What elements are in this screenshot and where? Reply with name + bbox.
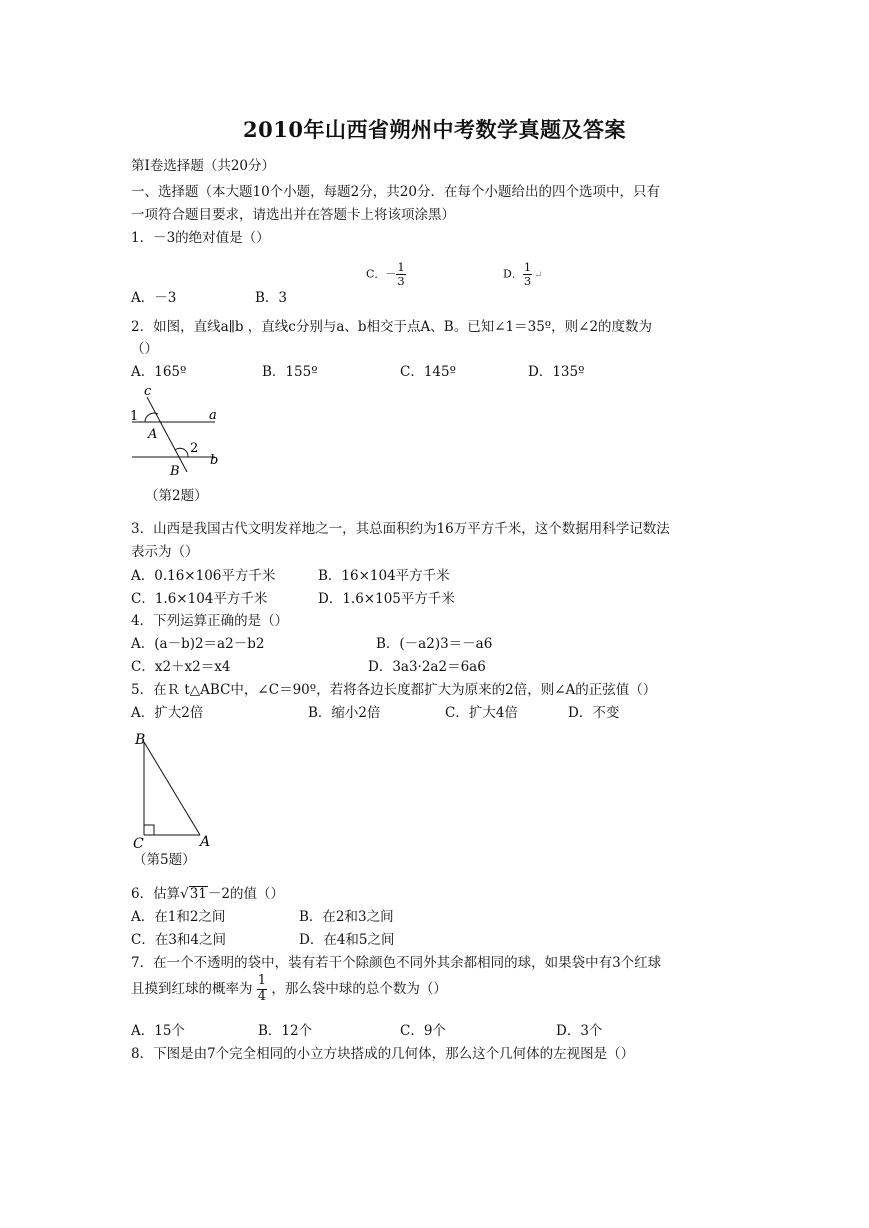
q1-d-numerator: 1 (523, 260, 532, 274)
q2-caption: （第2题） (145, 488, 208, 504)
label-C: C (133, 836, 144, 852)
q5-option-b: B．缩小2倍 (308, 705, 381, 721)
q3-option-a: A．0.16×106平方千米 (131, 568, 276, 584)
q5-option-d: D．不变 (568, 705, 620, 721)
q2-option-a: A．165º (131, 364, 187, 380)
label-1: 1 (130, 409, 139, 424)
q1-c-denominator: 3 (397, 274, 405, 289)
q1-option-d (503, 261, 543, 288)
q6-option-c: C．在3和4之间 (131, 932, 227, 948)
q2-option-b: B．155º (262, 364, 318, 380)
instructions-line-1: 一、选择题（本大题10个小题，每题2分，共20分．在每个小题给出的四个选项中，只有 (131, 184, 660, 200)
q7-stem-line-1: 7．在一个不透明的袋中，装有若干个除颜色不同外其余都相同的球，如果袋中有3个红球 (131, 955, 662, 971)
q6-option-d: D．在4和5之间 (299, 932, 395, 948)
label-a: a (209, 408, 217, 423)
q5-caption: （第5题） (133, 852, 196, 868)
q1-option-d-fraction (523, 261, 532, 288)
q1-option-c-fraction (396, 261, 405, 288)
q7-fraction (257, 974, 267, 1005)
q1-option-c (366, 261, 406, 288)
q4-option-c: C．x2＋x2＝x4 (131, 659, 231, 675)
paragraph-mark-icon: ↵ (534, 269, 543, 281)
q5-figure (126, 728, 226, 852)
page-title: 2010年山西省朔州中考数学真题及答案 (243, 117, 626, 142)
label-c: c (144, 384, 152, 399)
q1-d-denominator: 3 (523, 274, 532, 289)
q3-stem-line-1: 3．山西是我国古代文明发祥地之一，其总面积约为16万平方千米，这个数据用科学记数法 (131, 521, 670, 537)
q7-stem-line-2 (131, 974, 447, 1005)
label-2: 2 (190, 441, 199, 456)
q1-option-c-prefix: C．－ (366, 267, 397, 281)
q6-option-a: A．在1和2之间 (131, 909, 226, 925)
right-angle-mark (144, 825, 154, 835)
q4-option-a: A．(a－b)2＝a2－b2 (131, 636, 265, 652)
q3-option-c: C．1.6×104平方千米 (131, 591, 268, 607)
q3-option-b: B．16×104平方千米 (318, 568, 450, 584)
section-heading: 第Ⅰ卷选择题（共20分） (131, 158, 276, 174)
q7-numerator: 1 (257, 973, 267, 988)
q7-denominator: 4 (257, 988, 267, 1004)
label-A: A (200, 834, 211, 850)
q5-option-c: C．扩大4倍 (445, 705, 518, 721)
q3-stem-line-2: 表示为（） (131, 544, 199, 560)
q7-option-b: B．12个 (258, 1023, 313, 1039)
q4-option-d: D．3a3·2a2＝6a6 (368, 659, 486, 675)
q2-stem-line-1: 2．如图，直线a∥b ，直线c分别与a、b相交于点A、B。已知∠1＝35º，则∠2的度数为 (131, 319, 653, 335)
label-A: A (148, 427, 158, 442)
q7-stem-prefix: 且摸到红球的概率为 (131, 980, 253, 997)
q2-stem-line-2: （） (131, 341, 158, 357)
q3-option-d: D．1.6×105平方千米 (318, 591, 455, 607)
q7-option-d: D．3个 (556, 1023, 603, 1039)
q6-stem (131, 882, 284, 902)
label-B: B (170, 464, 180, 479)
instructions-line-2: 一项符合题目要求，请选出并在答题卡上将该项涂黑） (131, 207, 455, 223)
q6-radicand: 31 (189, 886, 207, 902)
q2-option-c: C．145º (400, 364, 456, 380)
q6-option-b: B．在2和3之间 (299, 909, 394, 925)
q1-stem: 1．－3的绝对值是（） (131, 230, 270, 246)
q4-stem: 4．下列运算正确的是（） (131, 613, 289, 629)
q1-option-a: A．－3 (131, 290, 177, 306)
q7-option-a: A．15个 (131, 1023, 185, 1039)
q1-c-numerator: 1 (397, 260, 405, 274)
q8-stem: 8．下图是由7个完全相同的小立方块搭成的几何体，那么这个几何体的左视图是（） (131, 1046, 635, 1062)
q7-option-c: C．9个 (400, 1023, 446, 1039)
q5-option-a: A．扩大2倍 (131, 705, 204, 721)
q6-stem-suffix: －2的值（） (207, 886, 284, 902)
q2-figure (120, 382, 240, 482)
side-ab (144, 742, 200, 835)
label-B: B (135, 732, 146, 748)
q7-stem-suffix: ，那么袋中球的总个数为（） (271, 980, 447, 997)
q5-stem: 5．在Ｒ t△ABC中，∠C＝90º，若将各边长度都扩大为原来的2倍，则∠A的正弦值（） (131, 682, 657, 698)
label-b: b (210, 453, 219, 468)
q1-option-d-prefix: D． (503, 267, 523, 281)
q6-stem-prefix: 6．估算 (131, 886, 181, 902)
q1-option-b: B．3 (255, 290, 288, 306)
q2-option-d: D．135º (528, 364, 585, 380)
q4-option-b: B．(－a2)3＝－a6 (376, 636, 493, 652)
sqrt-icon: √ (180, 886, 189, 902)
